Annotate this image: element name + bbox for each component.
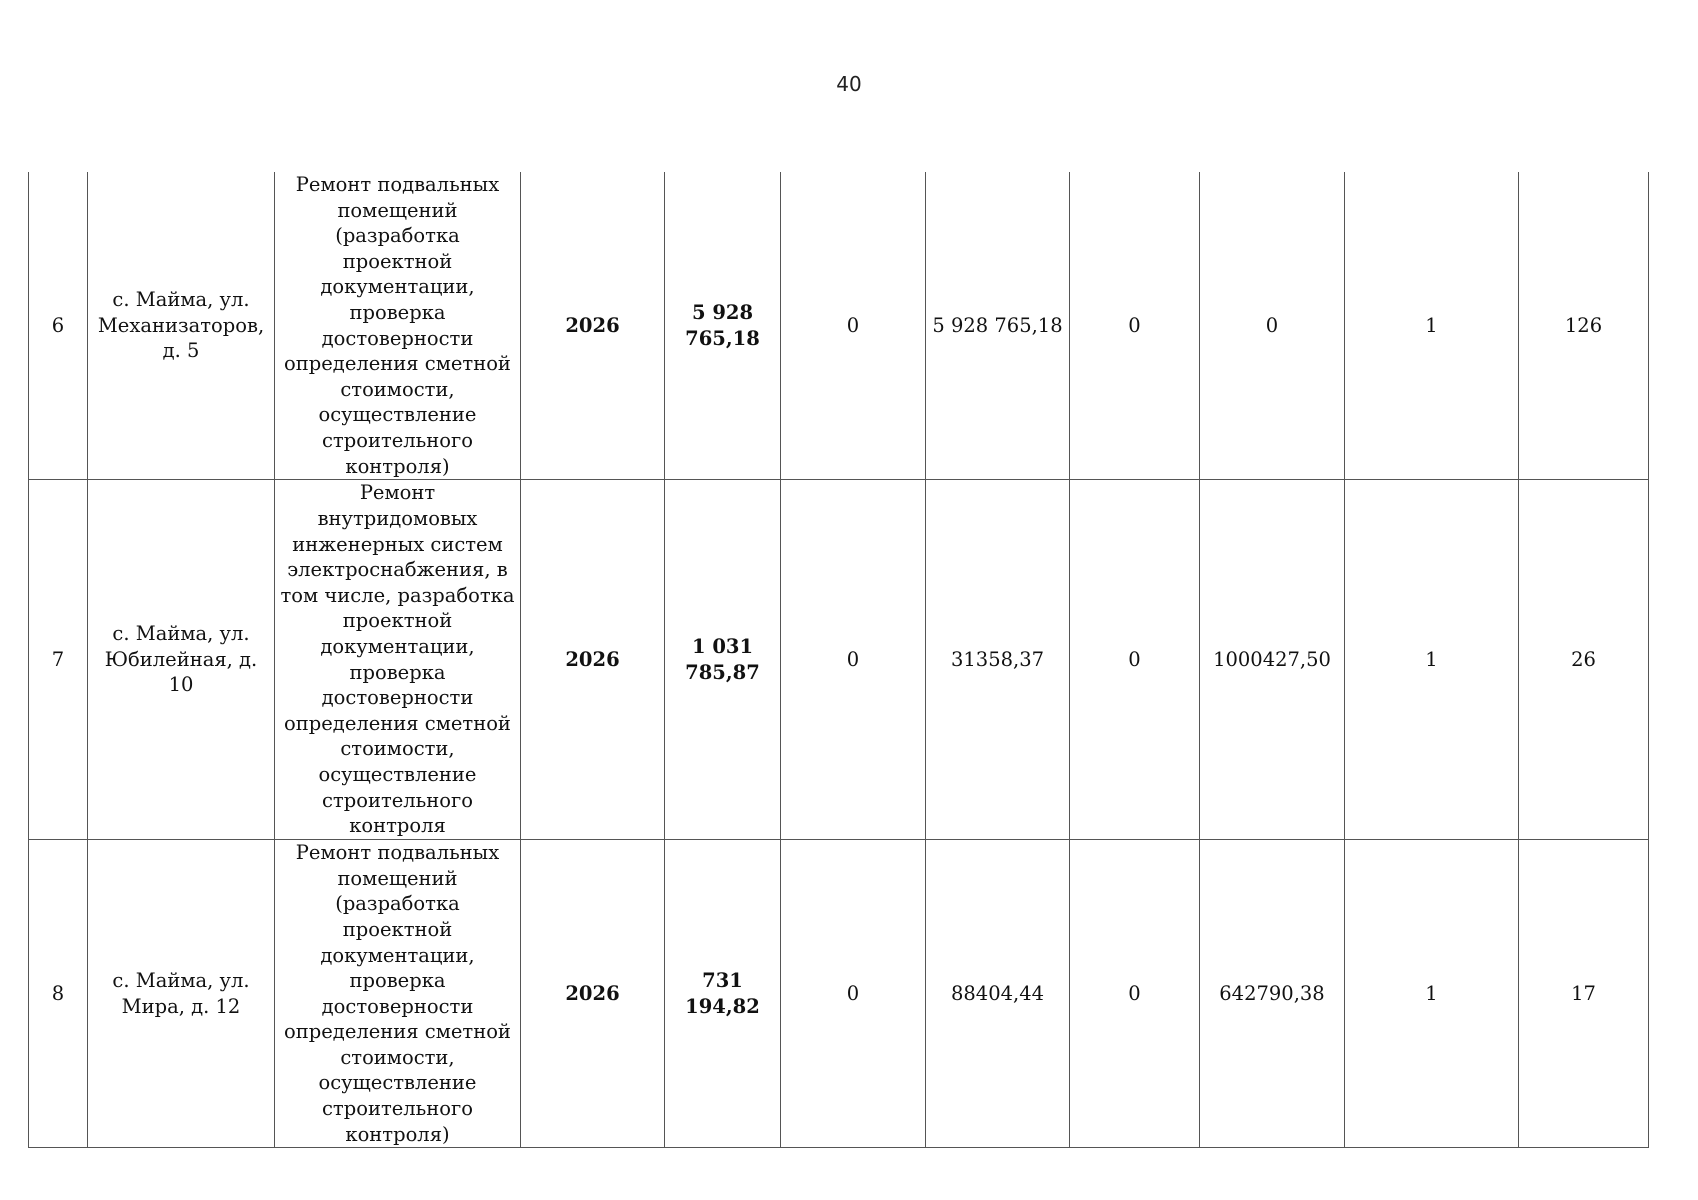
table-row — [29, 840, 1649, 1148]
page-number: 40 — [836, 72, 862, 96]
value-cell: 1 — [1345, 840, 1519, 1148]
year-cell: 2026 — [521, 840, 665, 1148]
address-cell: с. Майма, ул. Мира, д. 12 — [88, 840, 275, 1148]
table-row — [29, 480, 1649, 840]
work-type-cell: Ремонт подвальных помещений (разработка проектной документации, проверка достоверности определения сметной стоимости, осуществление строительного контроля) — [275, 840, 521, 1148]
value-cell: 0 — [781, 840, 926, 1148]
total-cost-cell: 731 194,82 — [665, 840, 781, 1148]
total-cost-cell: 1 031 785,87 — [665, 480, 781, 840]
value-cell: 1 — [1345, 480, 1519, 840]
value-cell: 1000427,50 — [1200, 480, 1345, 840]
value-cell: 88404,44 — [926, 840, 1070, 1148]
row-number: 7 — [29, 480, 88, 840]
row-number: 8 — [29, 840, 88, 1148]
address-cell: с. Майма, ул. Юбилейная, д. 10 — [88, 480, 275, 840]
value-cell: 1 — [1345, 172, 1519, 480]
value-cell: 5 928 765,18 — [926, 172, 1070, 480]
value-cell: 17 — [1519, 840, 1649, 1148]
value-cell: 31358,37 — [926, 480, 1070, 840]
value-cell: 642790,38 — [1200, 840, 1345, 1148]
table-row — [29, 172, 1649, 480]
value-cell: 26 — [1519, 480, 1649, 840]
year-cell: 2026 — [521, 480, 665, 840]
value-cell: 0 — [1070, 172, 1200, 480]
value-cell: 126 — [1519, 172, 1649, 480]
year-cell: 2026 — [521, 172, 665, 480]
work-type-cell: Ремонт внутридомовых инженерных систем электроснабжения, в том числе, разработка проектной документации, проверка достоверности определения сметной стоимости, осуществление строительного контроля — [275, 480, 521, 840]
value-cell: 0 — [1070, 480, 1200, 840]
row-number: 6 — [29, 172, 88, 480]
value-cell: 0 — [1070, 840, 1200, 1148]
address-cell: с. Майма, ул. Механизаторов, д. 5 — [88, 172, 275, 480]
total-cost-cell: 5 928 765,18 — [665, 172, 781, 480]
program-table — [28, 172, 1649, 1148]
work-type-cell: Ремонт подвальных помещений (разработка проектной документации, проверка достоверности определения сметной стоимости, осуществление строительного контроля) — [275, 172, 521, 480]
value-cell: 0 — [1200, 172, 1345, 480]
value-cell: 0 — [781, 172, 926, 480]
value-cell: 0 — [781, 480, 926, 840]
